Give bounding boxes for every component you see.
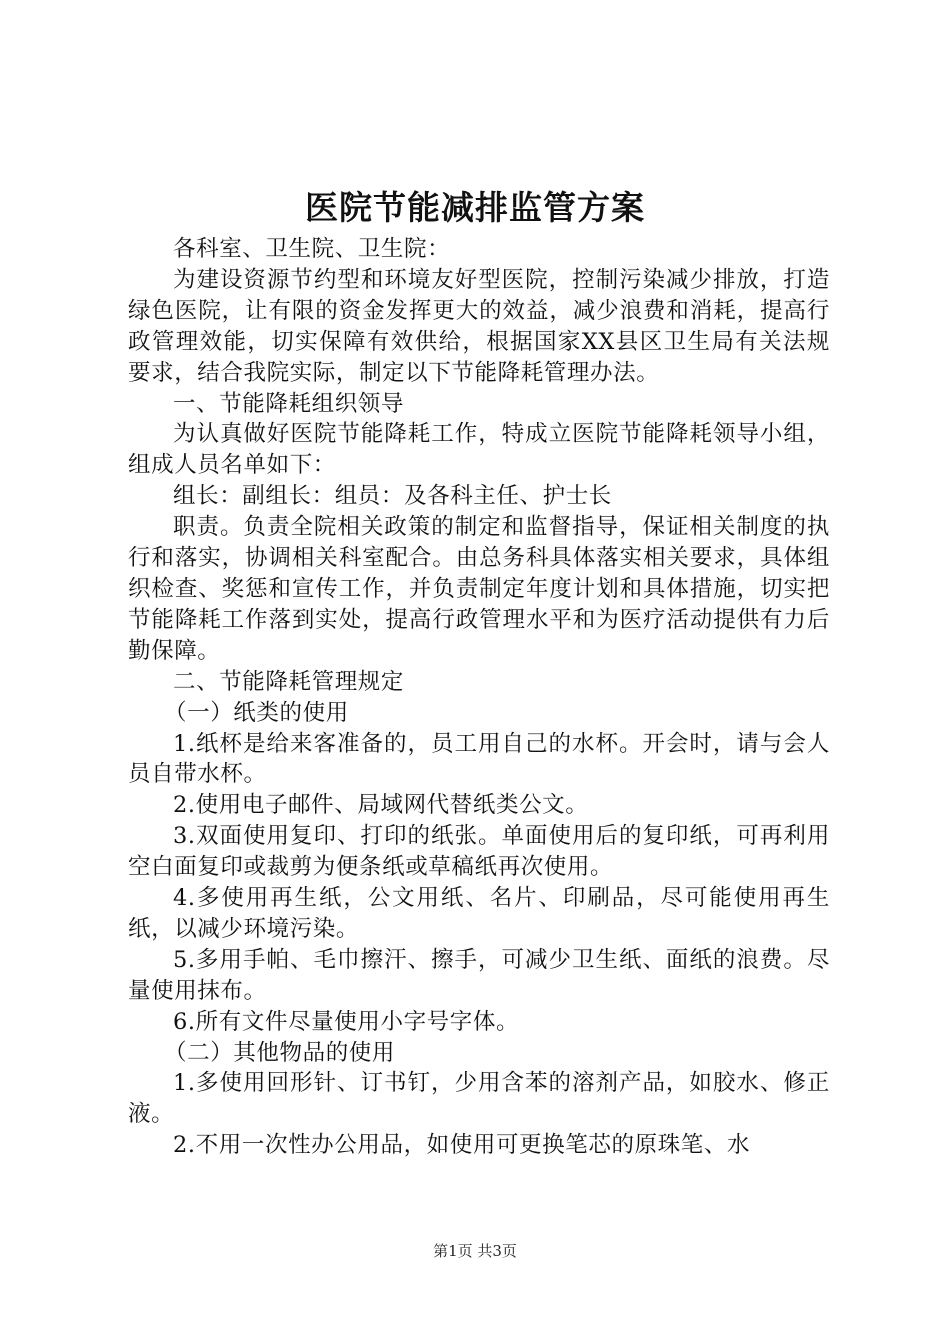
list-item: 1.多使用回形针、订书钉，少用含苯的溶剂产品，如胶水、修正液。	[128, 1070, 830, 1128]
section-heading-2: 二、节能降耗管理规定	[173, 668, 405, 695]
list-item: 5.多用手帕、毛巾擦汗、擦手，可减少卫生纸、面纸的浪费。尽量使用抹布。	[128, 946, 830, 1004]
list-item: 1.纸杯是给来客准备的，员工用自己的水杯。开会时，请与会人员自带水杯。	[128, 730, 830, 788]
list-item: 2.使用电子邮件、局域网代替纸类公文。	[173, 792, 589, 819]
document-body	[128, 234, 830, 1161]
list-item: 6.所有文件尽量使用小字号字体。	[173, 1008, 520, 1035]
section-heading-1: 一、节能降耗组织领导	[173, 390, 405, 417]
page-number-footer: 第1页 共3页	[433, 1242, 517, 1260]
list-item: 4.多使用再生纸，公文用纸、名片、印刷品，尽可能使用再生纸，以减少环境污染。	[128, 885, 830, 942]
list-item: 2.不用一次性办公用品，如使用可更换笔芯的原珠笔、水	[173, 1132, 751, 1159]
paragraph: 为认真做好医院节能降耗工作，特成立医院节能降耗领导小组，组成人员名单如下：	[128, 421, 830, 479]
intro-paragraph: 为建设资源节约型和环境友好型医院，控制污染减少排放，打造绿色医院，让有限的资金发挥更大的效益，减少浪费和消耗，提高行政管理效能，切实保障有效供给，根据国家XX县区卫生局有关法规要求，结合我院实际，制定以下节能降耗管理办法。	[128, 266, 830, 386]
paragraph: 职责。负责全院相关政策的制定和监督指导，保证相关制度的执行和落实，协调相关科室配合。由总务科具体落实相关要求，具体组织检查、奖惩和宣传工作，并负责制定年度计划和具体措施，切实把节能降耗工作落到实处，提高行政管理水平和为医疗活动提供有力后勤保障。	[128, 514, 830, 664]
salutation: 各科室、卫生院、卫生院：	[173, 236, 451, 262]
list-item: 3.双面使用复印、打印的纸张。单面使用后的复印纸，可再利用空白面复印或裁剪为便条纸或草稿纸再次使用。	[128, 823, 830, 881]
document-title: 医院节能减排监管方案	[305, 188, 645, 227]
subsection-heading-1: （一）纸类的使用	[164, 699, 349, 726]
paragraph: 组长：副组长：组员：及各科主任、护士长	[173, 483, 612, 510]
subsection-heading-2: （二）其他物品的使用	[164, 1039, 396, 1066]
